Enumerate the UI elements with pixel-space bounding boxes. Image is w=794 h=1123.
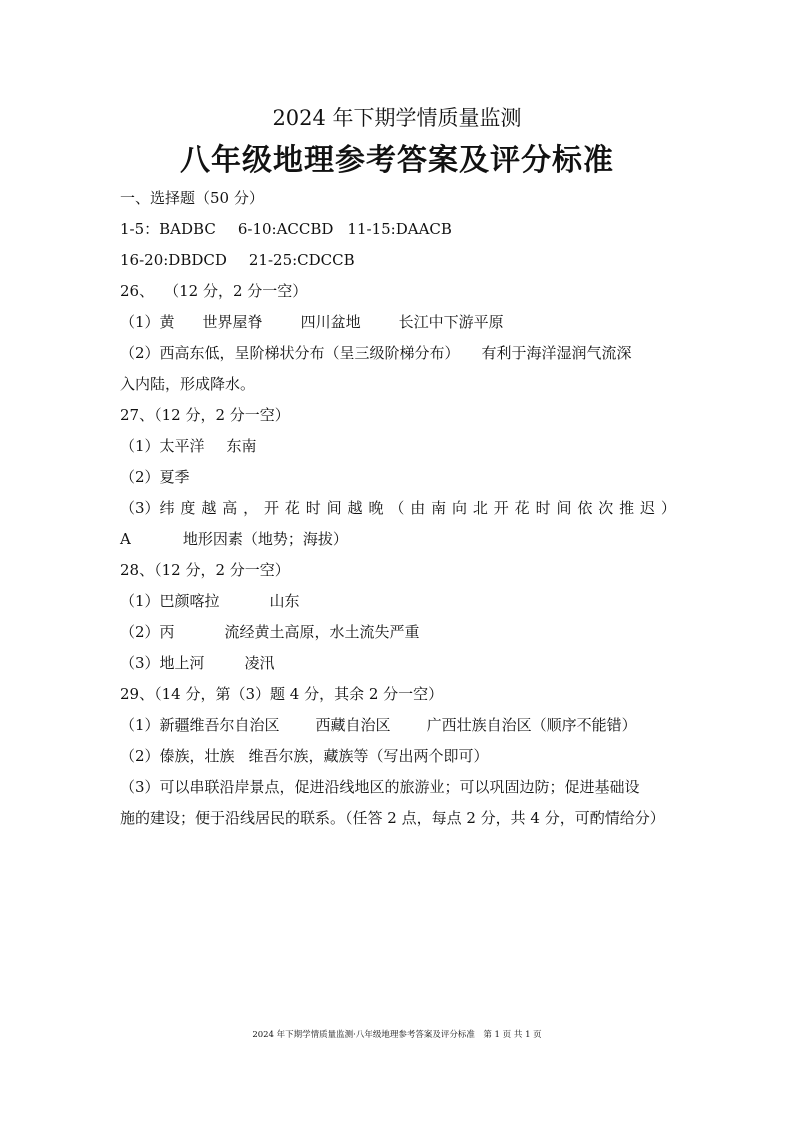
answer-text: 世界屋脊 bbox=[202, 313, 263, 331]
answer-text: 山东 bbox=[269, 592, 300, 610]
answer-char: 时 bbox=[535, 499, 551, 517]
answer-char: 南 bbox=[431, 499, 447, 517]
answer-text: （3）地上河 bbox=[120, 654, 205, 672]
question-26-part-1 bbox=[120, 307, 680, 338]
answer-char: 越 bbox=[347, 499, 363, 517]
answer-char: ， bbox=[243, 499, 259, 517]
answer-text: 西藏自治区 bbox=[315, 716, 391, 734]
answer-text: 东南 bbox=[226, 437, 257, 455]
answer-char: 间 bbox=[556, 499, 572, 517]
question-29-part-3-continued: 施的建设；便于沿线居民的联系。（任答 2 点，每点 2 分，共 4 分，可酌情给分） bbox=[120, 809, 665, 827]
choice-answer: 16-20:DBDCD bbox=[120, 251, 227, 269]
question-27-heading: 27、（12 分，2 分一空） bbox=[120, 406, 290, 424]
choice-answers-row-2 bbox=[120, 245, 680, 276]
answer-char: 度 bbox=[180, 499, 196, 517]
section-heading-choice: 一、选择题（50 分） bbox=[120, 189, 264, 207]
question-29-part-3: （3）可以串联沿岸景点，促进沿线地区的旅游业；可以巩固边防；促进基础设 bbox=[120, 778, 640, 796]
answer-text: A bbox=[120, 530, 131, 548]
question-28-heading: 28、（12 分，2 分一空） bbox=[120, 561, 290, 579]
answer-content bbox=[120, 183, 680, 834]
question-28-part-1 bbox=[120, 586, 680, 617]
answer-text: （1）巴颜喀拉 bbox=[120, 592, 220, 610]
answer-char: 花 bbox=[284, 499, 300, 517]
choice-answer: 1-5：BADBC bbox=[120, 220, 216, 238]
question-29-part-1 bbox=[120, 710, 680, 741]
answer-text: （1）黄 bbox=[120, 313, 175, 331]
answer-text: 有利于海洋湿润气流深 bbox=[481, 344, 632, 362]
question-27-part-3 bbox=[120, 493, 676, 524]
answer-char: 次 bbox=[598, 499, 614, 517]
answer-text: 广西壮族自治区（顺序不能错） bbox=[426, 716, 637, 734]
answer-char: 间 bbox=[326, 499, 342, 517]
question-29-part-2 bbox=[120, 741, 680, 772]
score-note: （12 分，2 分一空） bbox=[164, 282, 308, 300]
answer-char: ） bbox=[660, 499, 676, 517]
page-footer: 2024 年下期学情质量监测·八年级地理参考答案及评分标准 第 1 页 共 1 页 bbox=[252, 1030, 542, 1040]
answer-char: 北 bbox=[472, 499, 488, 517]
choice-answer: 21-25:CDCCB bbox=[248, 251, 355, 269]
answer-char: 开 bbox=[493, 499, 509, 517]
answer-char: 时 bbox=[305, 499, 321, 517]
answer-char: 由 bbox=[410, 499, 426, 517]
question-26-heading bbox=[120, 276, 680, 307]
answer-char: 依 bbox=[577, 499, 593, 517]
answer-char: （3）纬 bbox=[120, 499, 175, 517]
answer-char: 开 bbox=[263, 499, 279, 517]
question-27-part-3-continued bbox=[120, 524, 680, 555]
answer-char: 晚 bbox=[368, 499, 384, 517]
answer-text: （2）丙 bbox=[120, 623, 175, 641]
answer-text: 长江中下游平原 bbox=[398, 313, 504, 331]
question-26-part-2-continued: 入内陆，形成降水。 bbox=[120, 375, 256, 393]
answer-text: （1）太平洋 bbox=[120, 437, 205, 455]
question-27-part-1 bbox=[120, 431, 680, 462]
question-28-part-2 bbox=[120, 617, 680, 648]
answer-text: 维吾尔族，藏族等（写出两个即可） bbox=[248, 747, 489, 765]
answer-char: 花 bbox=[514, 499, 530, 517]
answer-char: 推 bbox=[619, 499, 635, 517]
choice-answers-row-1 bbox=[120, 214, 680, 245]
question-27-part-2: （2）夏季 bbox=[120, 468, 190, 486]
answer-text: 地形因素（地势；海拔） bbox=[182, 530, 348, 548]
choice-answer: 6-10:ACCBD bbox=[237, 220, 334, 238]
question-28-part-3 bbox=[120, 648, 680, 679]
choice-answer: 11-15:DAACB bbox=[347, 220, 452, 238]
answer-char: 高 bbox=[222, 499, 238, 517]
answer-text: 流经黄土高原，水土流失严重 bbox=[224, 623, 420, 641]
answer-text: 四川盆地 bbox=[300, 313, 361, 331]
question-29-heading: 29、（14 分，第（3）题 4 分，其余 2 分一空） bbox=[120, 685, 444, 703]
answer-char: 越 bbox=[201, 499, 217, 517]
document-title: 八年级地理参考答案及评分标准 bbox=[180, 143, 614, 178]
answer-text: 凌汛 bbox=[244, 654, 275, 672]
answer-text: （1）新疆维吾尔自治区 bbox=[120, 716, 280, 734]
answer-char: 向 bbox=[452, 499, 468, 517]
answer-text: （2）傣族，壮族 bbox=[120, 747, 235, 765]
answer-text: （2）西高东低，呈阶梯状分布（呈三级阶梯分布） bbox=[120, 344, 460, 362]
exam-title: 2024 年下期学情质量监测 bbox=[272, 106, 522, 130]
question-number: 26、 bbox=[120, 282, 155, 300]
question-26-part-2 bbox=[120, 338, 680, 369]
answer-char: 迟 bbox=[640, 499, 656, 517]
answer-char: （ bbox=[389, 499, 405, 517]
